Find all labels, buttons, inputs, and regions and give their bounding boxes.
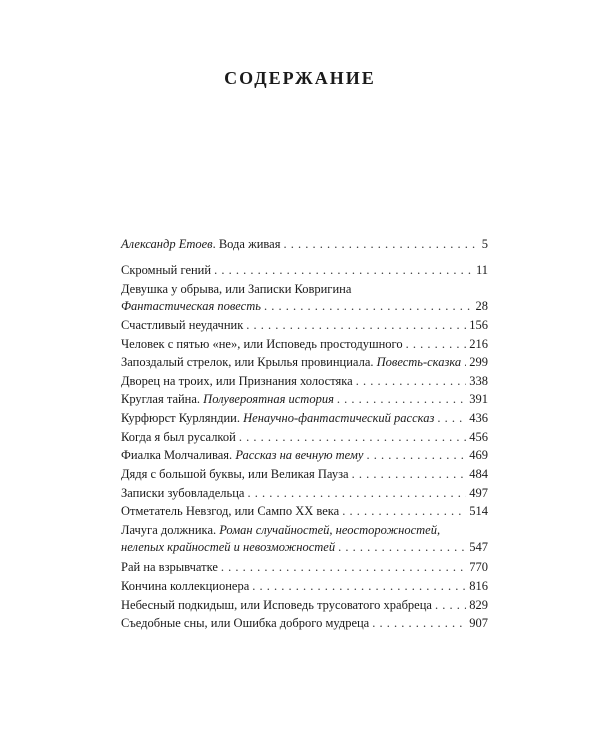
entry-subtitle: Повесть-сказка [376, 355, 462, 369]
entry-page: 436 [469, 411, 488, 425]
toc-entry [121, 262, 488, 279]
leader-dots [252, 578, 466, 595]
entry-page: 299 [469, 355, 488, 369]
entry-page: 5 [481, 237, 488, 251]
leader-dots [283, 236, 478, 253]
leader-dots [239, 429, 466, 446]
entry-title: Отметатель Невзгод, или Сампо XX века [121, 504, 340, 518]
entry-page: 770 [469, 560, 488, 574]
entry-page: 907 [469, 616, 488, 630]
entry-page: 829 [469, 598, 488, 612]
leader-dots [437, 410, 466, 427]
entry-subtitle: Полувероятная история [203, 392, 334, 406]
entry-page: 497 [469, 486, 488, 500]
leader-dots [246, 317, 466, 334]
entry-title: Круглая тайна. [121, 392, 201, 406]
toc-entry [121, 281, 488, 315]
toc-entry [121, 503, 488, 520]
leader-dots [264, 298, 473, 315]
entry-title: Человек с пятью «не», или Исповедь простодушного [121, 337, 403, 351]
toc-entry [121, 485, 488, 502]
toc-entry [121, 615, 488, 632]
entry-title: Курфюрст Курляндии. [121, 411, 240, 425]
entry-subtitle: Фантастическая повесть [121, 299, 261, 313]
entry-title: Лачуга должника. [121, 523, 217, 537]
leader-dots [464, 354, 466, 371]
entry-title: . Вода живая [212, 237, 281, 251]
toc-entry [121, 559, 488, 576]
leader-dots [406, 336, 467, 353]
toc-entry [121, 578, 488, 595]
entry-page: 816 [469, 579, 488, 593]
entry-title: Рай на взрывчатке [121, 560, 218, 574]
entry-subtitle: Рассказ на вечную тему [235, 448, 364, 462]
entry-page: 11 [475, 263, 488, 277]
entry-title: Девушка у обрыва, или Записки Ковригина [121, 282, 352, 296]
leader-dots [214, 262, 473, 279]
entry-title: Небесный подкидыш, или Исповедь трусоватого храбреца [121, 598, 432, 612]
toc-entry [121, 336, 488, 353]
entry-page: 484 [469, 467, 488, 481]
toc-entry [121, 522, 488, 556]
entry-page: 391 [469, 392, 488, 406]
entry-page: 28 [475, 299, 488, 313]
toc-entry [121, 410, 488, 427]
entry-title: Когда я был русалкой [121, 430, 236, 444]
leader-dots [221, 559, 466, 576]
entry-title: Кончина коллекционера [121, 579, 250, 593]
entry-page: 469 [469, 448, 488, 462]
entry-subtitle: нелепых крайностей и невозможностей [121, 540, 336, 554]
toc-entry [121, 317, 488, 334]
leader-dots [338, 539, 466, 556]
entry-author: Александр Етоев [121, 237, 213, 251]
entry-subtitle: Ненаучно-фантастический рассказ [243, 411, 435, 425]
entry-page: 456 [469, 430, 488, 444]
leader-dots [342, 503, 466, 520]
leader-dots [337, 391, 466, 408]
toc-entry [121, 354, 488, 371]
entry-title: Записки зубовладельца [121, 486, 245, 500]
entry-page: 156 [469, 318, 488, 332]
entry-title: Фиалка Молчаливая. [121, 448, 233, 462]
toc-entry [121, 466, 488, 483]
toc-entry [121, 391, 488, 408]
toc-entry [121, 373, 488, 390]
entry-subtitle: Роман случайностей, неосторожностей, [219, 523, 441, 537]
toc-entry [121, 429, 488, 446]
toc-entry [121, 447, 488, 464]
page-title: СОДЕРЖАНИЕ [224, 68, 376, 88]
entry-title: Дворец на троих, или Признания холостяка [121, 374, 353, 388]
leader-dots [247, 485, 466, 502]
entry-page: 338 [469, 374, 488, 388]
entry-title: Запоздалый стрелок, или Крылья провинциала. [121, 355, 374, 369]
entry-page: 547 [469, 540, 488, 554]
leader-dots [352, 466, 467, 483]
entry-page: 216 [469, 337, 488, 351]
leader-dots [372, 615, 466, 632]
entry-title: Съедобные сны, или Ошибка доброго мудреца [121, 616, 370, 630]
leader-dots [435, 597, 466, 614]
leader-dots [366, 447, 466, 464]
entry-page: 514 [469, 504, 488, 518]
toc-entry [121, 236, 488, 253]
entry-title: Скромный гений [121, 263, 212, 277]
toc-entry [121, 597, 488, 614]
entry-title: Счастливый неудачник [121, 318, 244, 332]
leader-dots [356, 373, 467, 390]
entry-title: Дядя с большой буквы, или Великая Пауза [121, 467, 349, 481]
